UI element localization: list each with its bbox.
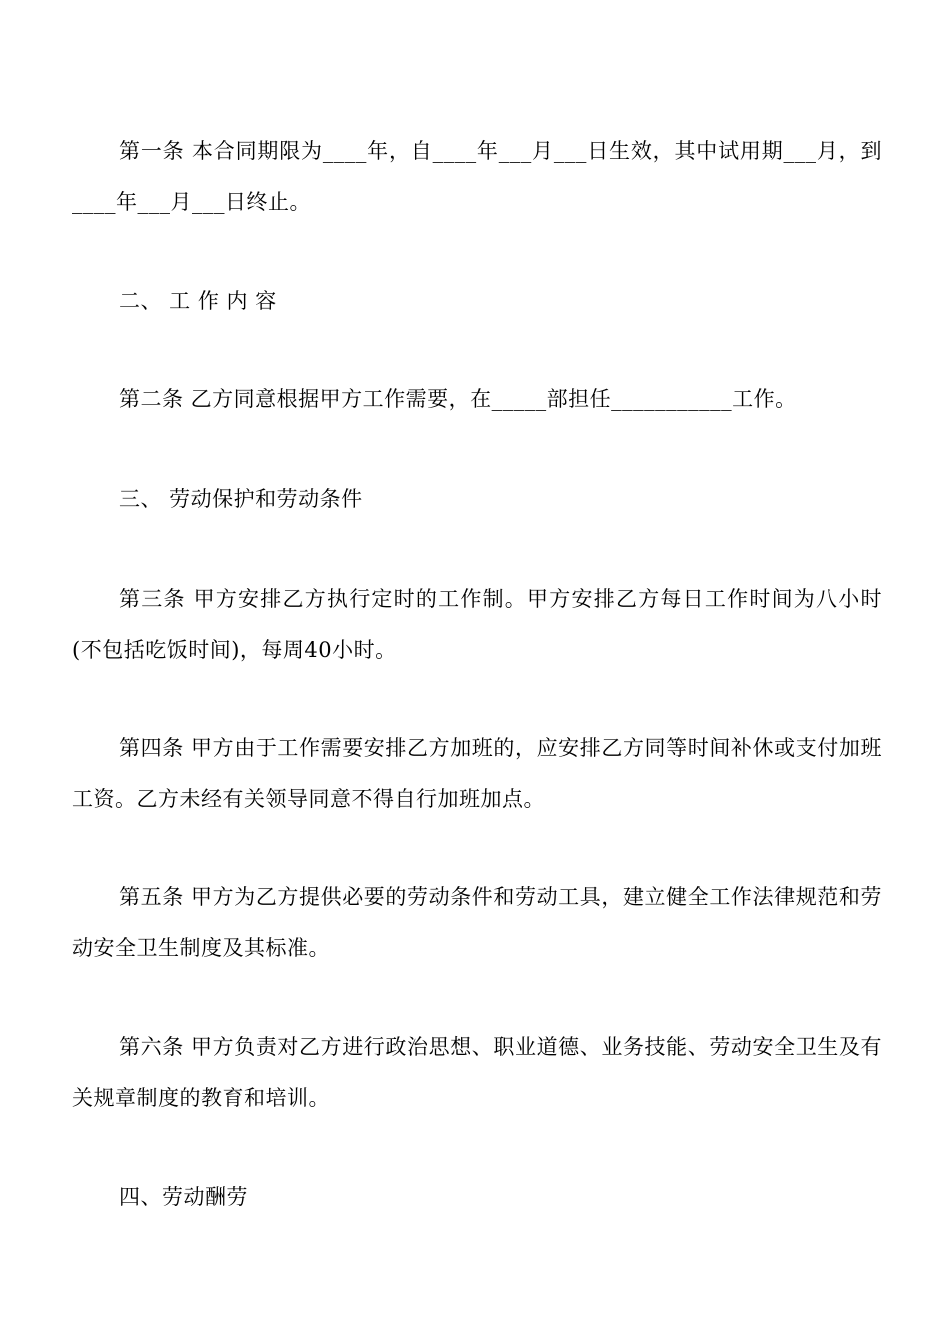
article-2-paragraph: 第二条 乙方同意根据甲方工作需要，在_____部担任___________工作。	[119, 387, 797, 411]
article-4-paragraph: 第四条 甲方由于工作需要安排乙方加班的，应安排乙方同等时间补休或支付加班工资。乙方未经有关领导同意不得自行加班加点。	[72, 736, 882, 811]
section-heading-work-content: 二、 工 作 内 容	[119, 289, 277, 313]
article-5-paragraph: 第五条 甲方为乙方提供必要的劳动条件和劳动工具，建立健全工作法律规范和劳动安全卫生制度及其标准。	[72, 885, 882, 960]
article-3-paragraph: 第三条 甲方安排乙方执行定时的工作制。甲方安排乙方每日工作时间为八小时(不包括吃饭时间)，每周40小时。	[72, 587, 882, 662]
article-1-paragraph: 第一条 本合同期限为____年，自____年___月___日生效，其中试用期___月，到____年___月___日终止。	[72, 139, 882, 214]
section-heading-labor-remuneration: 四、劳动酬劳	[119, 1185, 248, 1209]
section-heading-labor-protection: 三、 劳动保护和劳动条件	[119, 487, 363, 511]
article-6-paragraph: 第六条 甲方负责对乙方进行政治思想、职业道德、业务技能、劳动安全卫生及有关规章制度的教育和培训。	[72, 1035, 882, 1110]
